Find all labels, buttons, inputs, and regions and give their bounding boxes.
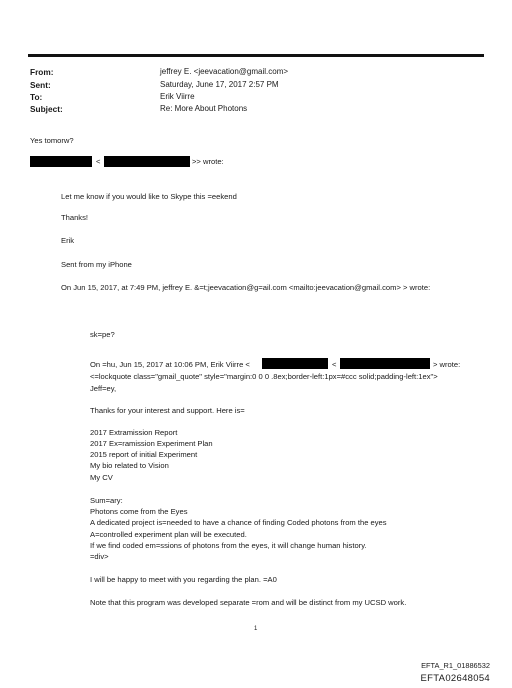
body-line: Note that this program was developed separate =rom and will be distinct from my UCSD work.: [90, 598, 407, 607]
footer-id-2: EFTA02648054: [420, 673, 490, 684]
to-value: Erik Viirre: [160, 92, 195, 101]
subject-label: Subject:: [30, 104, 63, 114]
from-value: jeffrey E. <jeevacation@gmail.com>: [160, 67, 289, 76]
body-line: Thanks for your interest and support. Here is=: [90, 406, 245, 415]
wrote-text: >> wrote:: [192, 157, 224, 166]
body-line: Erik: [61, 236, 75, 245]
body-line: sk=pe?: [90, 330, 115, 339]
body-line: <=lockquote class="gmail_quote" style="margin:0 0 0 .8ex;border-left:1px=#ccc solid;padding-left:1ex">: [90, 372, 438, 381]
list-item: 2015 report of initial Experiment: [90, 450, 198, 459]
wrote-text: > wrote:: [433, 360, 461, 369]
body-line: Thanks!: [61, 213, 89, 222]
summary-line: Sum=ary:: [90, 496, 123, 505]
header-rule: [28, 54, 484, 57]
body-line: Jeff=ey,: [90, 384, 117, 393]
bracket: <: [332, 360, 337, 369]
summary-line: =div>: [90, 552, 109, 561]
summary-line: If we find coded em=ssions of photons from the eyes, it will change human history.: [90, 541, 367, 550]
subject-value: Re: More About Photons: [160, 104, 248, 113]
summary-line: A dedicated project is=needed to have a chance of finding Coded photons from the eyes: [90, 518, 387, 527]
footer-id-1: EFTA_R1_01886532: [421, 661, 490, 670]
redaction-block: [262, 358, 328, 369]
summary-line: Photons come from the Eyes: [90, 507, 188, 516]
summary-line: A=controlled experiment plan will be executed.: [90, 530, 247, 539]
redaction-block: [340, 358, 430, 369]
body-line: Let me know if you would like to Skype this =eekend: [61, 192, 237, 201]
page-number: 1: [254, 626, 258, 632]
body-line: Sent from my iPhone: [61, 260, 132, 269]
body-line: On =hu, Jun 15, 2017 at 10:06 PM, Erik Viirre <: [90, 360, 250, 369]
reply-text: Yes tomorw?: [30, 136, 74, 145]
list-item: My bio related to Vision: [90, 461, 169, 470]
sent-label: Sent:: [30, 80, 51, 90]
redaction-block: [104, 156, 190, 167]
bracket: <: [96, 157, 101, 166]
list-item: My CV: [90, 473, 113, 482]
sent-value: Saturday, June 17, 2017 2:57 PM: [160, 80, 279, 89]
to-label: To:: [30, 92, 43, 102]
body-line: On Jun 15, 2017, at 7:49 PM, jeffrey E. &=t;jeevacation@g=ail.com <mailto:jeevacation@gmail.com> > wrote:: [61, 283, 431, 292]
list-item: 2017 Extramission Report: [90, 428, 178, 437]
redaction-block: [30, 156, 92, 167]
list-item: 2017 Ex=ramission Experiment Plan: [90, 439, 213, 448]
from-label: From:: [30, 67, 54, 77]
body-line: I will be happy to meet with you regarding the plan. =A0: [90, 575, 277, 584]
